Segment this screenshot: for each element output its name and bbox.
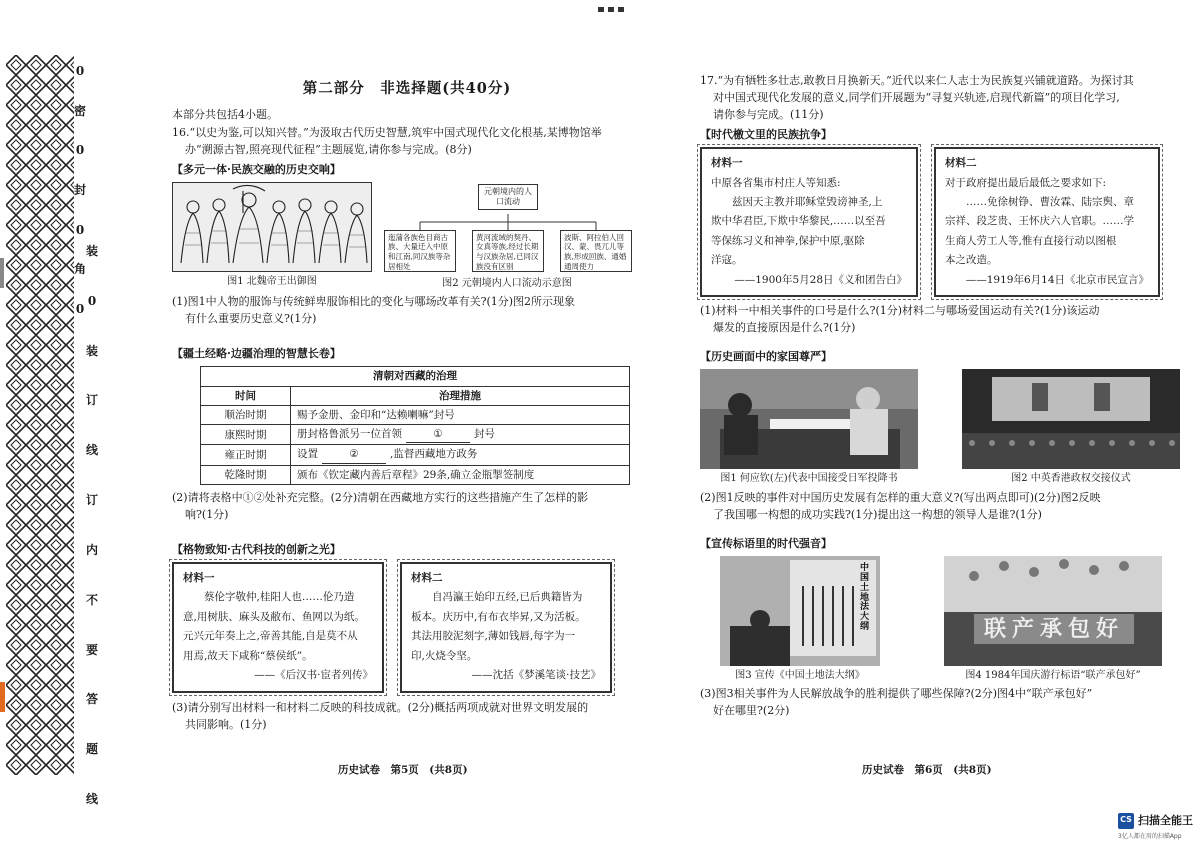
q16-stem: 16.“以史为鉴,可以知兴替。”为汲取古代历史智慧,筑牢中国式现代化文化根基,某博物馆举 bbox=[172, 125, 602, 139]
material-row bbox=[700, 147, 1180, 297]
section-title: 【时代檄文里的民族抗争】 bbox=[700, 128, 832, 142]
q16-1: (1)图1中人物的服饰与传统鲜卑服饰相比的变化与哪场改革有关?(1分)图2所示现象 bbox=[172, 295, 576, 309]
part-title: 第二部分 非选择题(共40分) bbox=[302, 80, 512, 97]
parade-sign-text: 联产承包好 bbox=[983, 615, 1124, 642]
flow-node-1: 迤蒲各族色目商古族、大量迁入中原和江南,同汉族等杂居相处 bbox=[384, 230, 456, 272]
q16-stem-cont: 办“溯源古智,照亮现代征程”主题展览,请你参与完成。(8分) bbox=[185, 142, 472, 156]
blank-2: ② bbox=[322, 446, 386, 463]
photo-surrender bbox=[700, 369, 918, 469]
q17-stem-cont2: 请你参与完成。(11分) bbox=[713, 108, 824, 122]
fig1-image bbox=[172, 182, 372, 272]
land-law-sign-text: 中国土地法大纲 bbox=[860, 562, 870, 633]
fig2-caption: 图2 元朝境内人口流动示意图 bbox=[442, 277, 572, 289]
q16-2-cont: 响?(1分) bbox=[185, 507, 229, 521]
table-title: 清朝对西藏的治理 bbox=[201, 367, 630, 386]
material-1-box: 材料一 蔡伦字敬仲,桂阳人也……伦乃造 意,用树肤、麻头及敝布、鱼网以为纸。 元兴元年奏上之,帝善其能,自是莫不从 用焉,故天下咸称“蔡侯纸”。 ——《后汉书·宦者列传》 bbox=[172, 562, 384, 693]
section-title: 【历史画面中的家国尊严】 bbox=[700, 350, 832, 364]
section-title: 【疆土经略·边疆治理的智慧长卷】 bbox=[172, 347, 341, 361]
section-title: 【宣传标语里的时代强音】 bbox=[700, 536, 832, 550]
page-footer-6: 历史试卷 第6页 (共8页) bbox=[862, 764, 992, 776]
qing-tibet-table bbox=[200, 366, 630, 485]
land-law-poster-icon bbox=[720, 556, 880, 666]
fig2-flow-diagram bbox=[382, 182, 632, 274]
scanner-name: 扫描全能王 bbox=[1138, 814, 1193, 827]
photo1-caption: 图1 何应钦(左)代表中国接受日军投降书 bbox=[720, 473, 898, 485]
photo-row bbox=[700, 369, 1180, 487]
top-registration-mark bbox=[598, 0, 638, 6]
q17-stem: 17.“为有牺牲多壮志,敢教日月换新天。”近代以来仁人志士为民族复兴铺就道路。为探讨其 bbox=[700, 74, 1134, 87]
handover-ceremony-icon bbox=[962, 369, 1180, 469]
q16-3: (3)请分别写出材料一和材料二反映的科技成就。(2分)概括两项成就对世界文明发展的 bbox=[172, 700, 589, 714]
binding-strip bbox=[0, 55, 99, 806]
parade-slogan-icon bbox=[944, 556, 1162, 666]
seal-line-text: 0 密 0 封 0 角 0 bbox=[74, 64, 87, 316]
table-row: 雍正时期 设置 ② ,监督西藏地方政务 bbox=[201, 445, 630, 465]
binding-pattern-icon bbox=[6, 55, 74, 775]
material-2-box: 材料二 对于政府提出最后最低之要求如下: ……免徐树铮、曹汝霖、陆宗舆、章 宗祥、段芝贵、王怀庆六人官职。……学 生商人劳工人等,惟有直接行动以图根 本之改造。 ——1919年6月14日《北京市民宣言》 bbox=[934, 147, 1160, 297]
page-footer-5: 历史试卷 第5页 (共8页) bbox=[338, 764, 468, 776]
scanner-watermark bbox=[1118, 812, 1193, 829]
section-title: 【多元一体·民族交融的历史交响】 bbox=[172, 162, 341, 176]
material-2-box: 材料二 自冯瀛王始印五经,已后典籍皆为 板本。庆历中,有布衣毕昇,又为活板。 其法用胶泥刻字,薄如钱唇,每字为一 印,火烧令坚。 ——沈括《梦溪笔谈·技艺》 bbox=[400, 562, 612, 693]
scanner-sub: 3亿人都在用的扫描App bbox=[1118, 833, 1182, 840]
flow-top-node: 元朝境内的人口流动 bbox=[478, 184, 538, 211]
photo4-caption: 图4 1984年国庆游行标语“联产承包好” bbox=[965, 669, 1141, 681]
q17-3: (3)图3相关事件为人民解放战争的胜利提供了哪些保障?(2分)图4中“联产承包好” bbox=[700, 687, 1093, 701]
q17-stem-cont: 对中国式现代化发展的意义,同学们开展题为“寻复兴轨迹,启现代新篇”的项目化学习, bbox=[713, 91, 1120, 105]
photo-land-law bbox=[720, 556, 880, 666]
q16-1-cont: 有什么重要历史意义?(1分) bbox=[185, 312, 317, 326]
intro: 本部分共包括4小题。 bbox=[172, 108, 278, 122]
surrender-ceremony-icon bbox=[700, 369, 918, 469]
photo-row bbox=[700, 556, 1180, 684]
table-header: 治理措施 bbox=[291, 386, 630, 405]
edge-mark bbox=[0, 682, 5, 712]
procession-illustration-icon bbox=[173, 183, 371, 271]
edge-mark-gray bbox=[0, 258, 4, 288]
page-5 bbox=[172, 72, 642, 733]
cs-logo-icon: CS bbox=[1118, 813, 1134, 829]
table-row: 康熙时期 册封格鲁派另一位首领 ① 封号 bbox=[201, 425, 630, 445]
photo2-caption: 图2 中英香港政权交接仪式 bbox=[1011, 473, 1131, 485]
section-title: 【格物致知·古代科技的创新之光】 bbox=[172, 542, 341, 556]
table-row: 乾隆时期 颁布《钦定藏内善后章程》29条,确立金瓶掣签制度 bbox=[201, 465, 630, 484]
figure-row bbox=[172, 182, 642, 292]
q16-2: (2)请将表格中①②处补充完整。(2分)清朝在西藏地方实行的这些措施产生了怎样的影 bbox=[172, 490, 589, 504]
q17-2: (2)图1反映的事件对中国历史发展有怎样的重大意义?(写出两点即可)(2分)图2反映 bbox=[700, 490, 1101, 504]
flow-node-3: 波斯、阿拉伯人回汉、蒙、畏兀儿等族,形成回族、通婚通周使力 bbox=[560, 230, 632, 272]
photo-parade bbox=[944, 556, 1162, 666]
flow-node-2: 黄河流域的契丹、女真等族,经过长期与汉族杂居,已同汉族没有区别 bbox=[472, 230, 544, 272]
material-row bbox=[172, 562, 642, 693]
q17-2-cont: 了我国哪一构想的成功实践?(1分)提出这一构想的领导人是谁?(1分) bbox=[713, 507, 1042, 521]
photo3-caption: 图3 宣传《中国土地法大纲》 bbox=[735, 669, 865, 681]
q16-3-cont: 共同影响。(1分) bbox=[185, 717, 267, 731]
page-6 bbox=[700, 72, 1180, 720]
material-1-box: 材料一 中原各省集市村庄人等知悉: 兹因天主教并耶稣堂毁谤神圣,上 欺中华君臣,下欺中华黎民,……以至吾 等保练习义和神拳,保护中原,驱除 洋寇。 ——1900年5月28日《义和团告白》 bbox=[700, 147, 918, 297]
fig1-caption: 图1 北魏帝王出御图 bbox=[227, 275, 317, 287]
q17-3-cont: 好在哪里?(2分) bbox=[713, 704, 790, 718]
q17-1: (1)材料一中相关事件的口号是什么?(1分)材料二与哪场爱国运动有关?(1分)该运动 bbox=[700, 304, 1100, 318]
table-row: 顺治时期 赐予金册、金印和“达赖喇嘛”封号 bbox=[201, 405, 630, 424]
table-header: 时间 bbox=[201, 386, 291, 405]
photo-handover bbox=[962, 369, 1180, 469]
blank-1: ① bbox=[406, 426, 470, 443]
q17-1-cont: 爆发的直接原因是什么?(1分) bbox=[713, 321, 856, 335]
binding-line-text: 装 0 装 订 线 订 内 不 要 答 题 线 bbox=[86, 244, 99, 806]
